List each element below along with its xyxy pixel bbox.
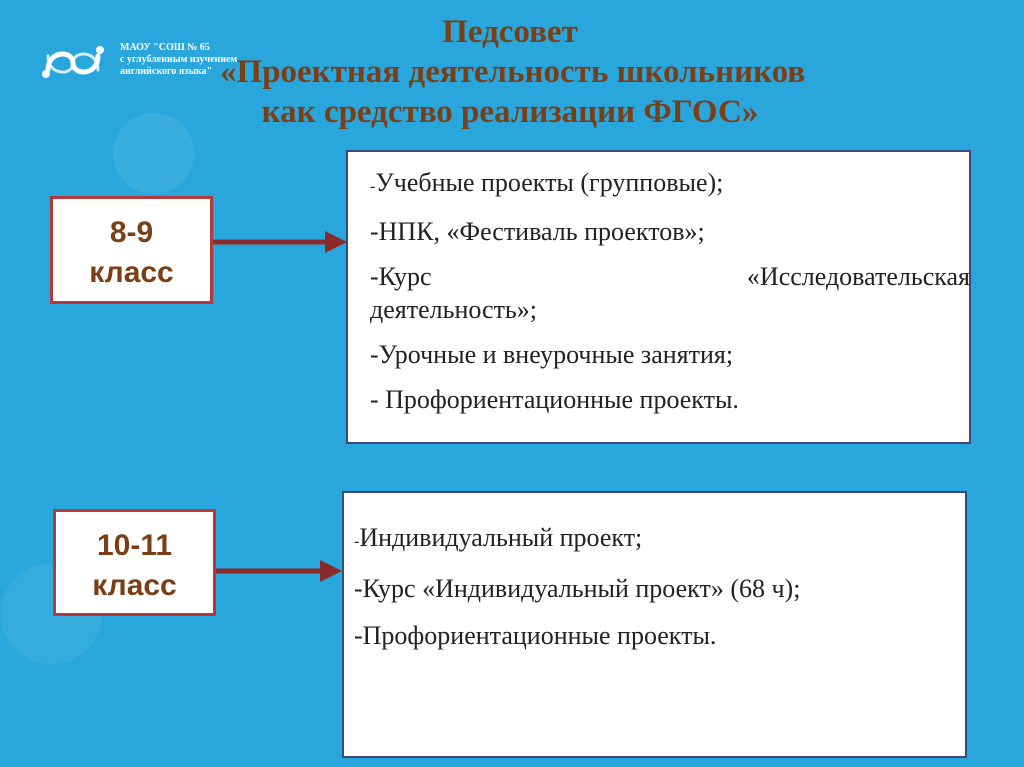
grade-label: класс bbox=[89, 256, 174, 289]
panel-8-9-projects bbox=[346, 150, 971, 444]
list-item: -Учебные проекты (групповые); bbox=[370, 168, 724, 197]
list-item: -Урочные и внеурочные занятия; bbox=[370, 340, 734, 369]
infinity-logo-icon bbox=[38, 30, 108, 96]
grade-number: 10-11 bbox=[96, 529, 173, 562]
page-title bbox=[220, 12, 806, 132]
logo-line-3: английского языка" bbox=[120, 66, 213, 77]
list-item: -Индивидуальный проект; bbox=[354, 523, 643, 552]
title-line-3: как средство реализации ФГОС» bbox=[261, 94, 759, 130]
list-item: -Курс «Индивидуальный проект» (68 ч); bbox=[354, 574, 801, 603]
list-item: -НПК, «Фестиваль проектов»; bbox=[370, 217, 705, 246]
grade-label: класс bbox=[92, 569, 177, 602]
grade-box-8-9 bbox=[50, 196, 213, 304]
panel-10-11-projects bbox=[342, 491, 967, 758]
list-item: - Профориентационные проекты. bbox=[370, 385, 739, 414]
logo-line-2: с углубленным изучением bbox=[120, 54, 238, 65]
title-line-2: «Проектная деятельность школьников bbox=[220, 54, 806, 90]
grade-box-10-11 bbox=[53, 509, 216, 616]
arrow-right-icon bbox=[216, 557, 344, 585]
list-item-continuation: деятельность»; bbox=[370, 295, 538, 324]
list-item: -Курс «Исследовательская bbox=[370, 262, 970, 291]
title-line-1: Педсовет bbox=[442, 14, 578, 50]
logo-line-1: МАОУ "СОШ № 65 bbox=[120, 42, 210, 53]
grade-number: 8-9 bbox=[109, 216, 154, 249]
list-item: -Профориентационные проекты. bbox=[354, 621, 717, 650]
arrow-right-icon bbox=[213, 228, 349, 256]
